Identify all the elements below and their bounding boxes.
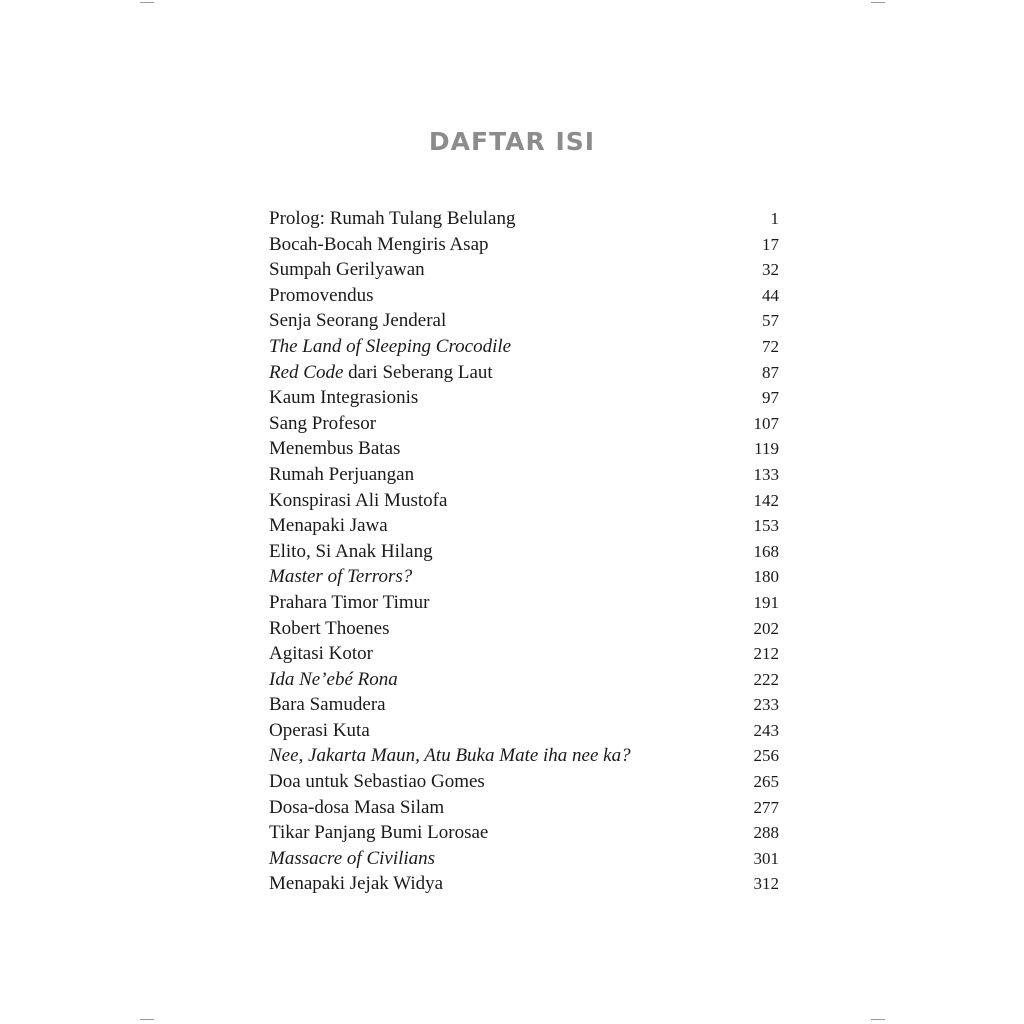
toc-entry xyxy=(269,795,779,821)
toc-entry-page-number: 142 xyxy=(753,490,779,510)
toc-entry-page-number: 57 xyxy=(762,311,779,331)
toc-entry-title: Bocah-Bocah Mengiris Asap xyxy=(269,233,489,255)
toc-entry xyxy=(269,513,779,539)
toc-entry-page-number: 256 xyxy=(753,746,779,766)
crop-mark-top-left xyxy=(140,2,154,3)
toc-entry-title: Bara Samudera xyxy=(269,694,386,716)
toc-entry-title: Prahara Timor Timur xyxy=(269,591,430,613)
toc-entry-page-number: 277 xyxy=(753,797,779,817)
toc-entry-page-number: 72 xyxy=(762,336,779,356)
table-of-contents xyxy=(269,206,779,897)
toc-entry-title xyxy=(269,360,493,386)
toc-entry-page-number: 168 xyxy=(753,541,779,561)
toc-entry-title: Agitasi Kotor xyxy=(269,643,373,665)
toc-entry-title: Massacre of Civilians xyxy=(269,847,436,869)
toc-entry-title-italic: Red Code xyxy=(269,361,344,383)
toc-entry-title: Rumah Perjuangan xyxy=(269,463,415,485)
toc-entry-title: Senja Seorang Jenderal xyxy=(269,310,447,332)
toc-entry xyxy=(269,692,779,718)
toc-entry xyxy=(269,206,779,232)
toc-entry-title: Konspirasi Ali Mustofa xyxy=(269,489,448,511)
toc-entry-title: Dosa-dosa Masa Silam xyxy=(269,796,445,818)
toc-entry-page-number: 202 xyxy=(753,618,779,638)
toc-entry-page-number: 97 xyxy=(762,388,779,408)
toc-entry xyxy=(269,385,779,411)
toc-entry xyxy=(269,436,779,462)
toc-entry-title: The Land of Sleeping Crocodile xyxy=(269,335,512,357)
toc-entry-title: Elito, Si Anak Hilang xyxy=(269,540,433,562)
toc-entry xyxy=(269,539,779,565)
toc-entry-title: Menapaki Jawa xyxy=(269,515,388,537)
toc-entry-page-number: 32 xyxy=(762,260,779,280)
toc-entry-title: Sang Profesor xyxy=(269,412,377,434)
toc-entry-title: Ida Ne’ebé Rona xyxy=(269,668,398,690)
toc-entry xyxy=(269,718,779,744)
toc-entry-page-number: 212 xyxy=(753,644,779,664)
toc-entry xyxy=(269,462,779,488)
toc-entry xyxy=(269,232,779,258)
toc-entry-title: Nee, Jakarta Maun, Atu Buka Mate iha nee ka? xyxy=(269,745,631,767)
toc-entry-title: Sumpah Gerilyawan xyxy=(269,259,425,281)
toc-entry xyxy=(269,641,779,667)
toc-entry xyxy=(269,769,779,795)
toc-entry-page-number: 153 xyxy=(753,516,779,536)
crop-mark-bottom-left xyxy=(140,1019,154,1020)
toc-entry-title: Robert Thoenes xyxy=(269,617,390,639)
toc-entry-page-number: 312 xyxy=(753,874,779,894)
page-title: DAFTAR ISI xyxy=(428,127,596,156)
toc-entry-title: Kaum Integrasionis xyxy=(269,387,419,409)
toc-entry xyxy=(269,308,779,334)
toc-entry-page-number: 107 xyxy=(753,413,779,433)
toc-entry-page-number: 265 xyxy=(753,772,779,792)
toc-entry xyxy=(269,360,779,386)
toc-entry-title: Doa untuk Sebastiao Gomes xyxy=(269,771,485,793)
crop-mark-bottom-right xyxy=(871,1019,885,1020)
toc-entry-page-number: 133 xyxy=(753,464,779,484)
toc-entry-page-number: 288 xyxy=(753,823,779,843)
toc-entry-page-number: 233 xyxy=(753,695,779,715)
toc-entry xyxy=(269,590,779,616)
toc-entry xyxy=(269,283,779,309)
toc-entry-page-number: 222 xyxy=(753,669,779,689)
toc-entry-page-number: 243 xyxy=(753,720,779,740)
toc-entry-title-rest: dari Seberang Laut xyxy=(343,361,493,383)
toc-entry-page-number: 87 xyxy=(762,362,779,382)
toc-entry-page-number: 119 xyxy=(754,439,779,459)
toc-entry xyxy=(269,667,779,693)
toc-entry xyxy=(269,257,779,283)
toc-entry xyxy=(269,564,779,590)
toc-entry xyxy=(269,488,779,514)
toc-entry-page-number: 191 xyxy=(753,592,779,612)
toc-entry xyxy=(269,411,779,437)
toc-entry-title: Tikar Panjang Bumi Lorosae xyxy=(269,822,489,844)
toc-entry xyxy=(269,846,779,872)
toc-entry xyxy=(269,820,779,846)
toc-entry-page-number: 1 xyxy=(770,209,779,228)
toc-entry xyxy=(269,871,779,897)
toc-entry-title: Master of Terrors? xyxy=(269,566,413,588)
toc-entry-title: Menapaki Jejak Widya xyxy=(269,873,444,895)
toc-entry-title: Prolog: Rumah Tulang Belulang xyxy=(269,208,516,229)
toc-entry-page-number: 17 xyxy=(762,234,779,254)
toc-entry-title: Menembus Batas xyxy=(269,438,401,460)
toc-entry-title: Operasi Kuta xyxy=(269,719,370,741)
toc-entry-page-number: 180 xyxy=(753,567,779,587)
toc-entry xyxy=(269,334,779,360)
toc-entry-page-number: 44 xyxy=(762,285,779,305)
crop-mark-top-right xyxy=(871,2,885,3)
toc-entry-title: Promovendus xyxy=(269,284,374,306)
toc-entry xyxy=(269,616,779,642)
toc-entry xyxy=(269,743,779,769)
toc-entry-page-number: 301 xyxy=(753,848,779,868)
